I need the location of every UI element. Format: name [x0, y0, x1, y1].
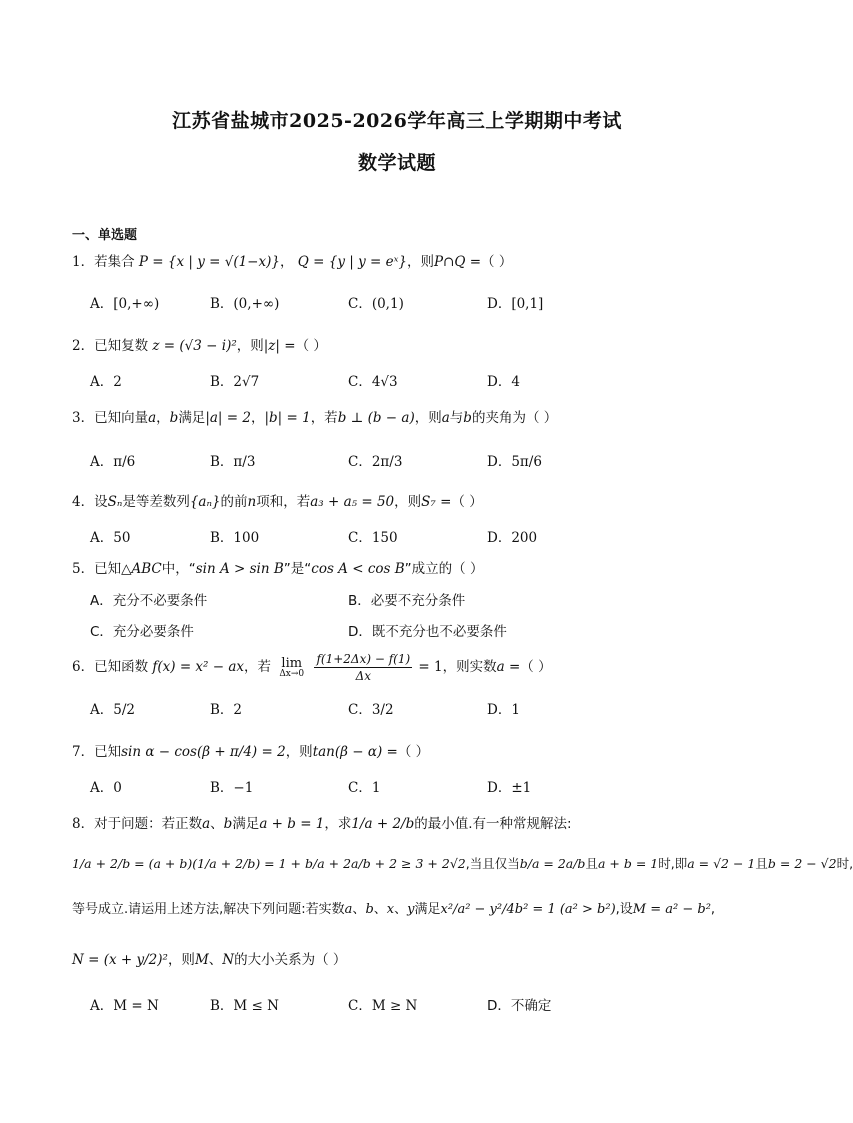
stem-text: ，则 [406, 254, 434, 270]
question-8 [72, 814, 754, 834]
option-c: C．3/2 [348, 702, 394, 718]
stem-text: , [710, 902, 716, 917]
formula: n [247, 494, 257, 510]
stem-text: 且 [755, 856, 768, 871]
formula: a = √2 − 1 [687, 856, 756, 871]
stem-text: 已知函数 [94, 659, 149, 675]
lim-text: lim [281, 655, 303, 671]
formula: N = (x + y/2)² [72, 952, 168, 968]
stem-text: 是等差数列 [122, 494, 190, 510]
stem-text: =（ ） [465, 254, 513, 270]
option-b: B．2√7 [210, 374, 260, 390]
option-a: A．50 [90, 530, 131, 546]
stem-text: =（ ） [435, 494, 483, 510]
question-7 [72, 742, 754, 762]
formula: a + b = 1 [259, 816, 325, 832]
option-a: A．[0,+∞) [90, 296, 160, 312]
option-d: D．5π/6 [487, 454, 542, 470]
option-b: B．(0,+∞) [210, 296, 280, 312]
question-2 [72, 336, 754, 356]
stem-text: ， [156, 410, 170, 426]
question-1 [72, 252, 754, 272]
formula: a [202, 816, 211, 832]
option-a: A．充分不必要条件 [90, 593, 208, 609]
option-c: C．150 [348, 530, 398, 546]
formula: N [222, 952, 235, 968]
formula: z = (√3 − i)² [152, 338, 237, 354]
question-3 [72, 408, 754, 428]
formula: cos A < cos B [311, 561, 405, 577]
option-a: A．0 [90, 780, 122, 796]
option-d: D．不确定 [487, 998, 552, 1014]
option-c: C．4√3 [348, 374, 398, 390]
formula: |a| = 2 [205, 410, 251, 426]
question-number: 4． [72, 494, 95, 510]
formula: sin α − cos(β + π/4) = 2 [121, 744, 286, 760]
stem-text: 已知复数 [94, 338, 149, 354]
stem-text: ，若 [244, 659, 272, 675]
section-heading: 一、单选题 [72, 228, 138, 243]
formula: f(x) = x² − ax [152, 659, 245, 675]
formula: Q = {y | y = eˣ} [297, 254, 407, 270]
option-b: B．M ≤ N [210, 998, 279, 1014]
option-d: D．±1 [487, 780, 532, 796]
stem-text: 时, [836, 856, 853, 871]
question-number: 7． [72, 744, 95, 760]
stem-text: 时,即 [658, 856, 688, 871]
formula: a + b = 1 [597, 856, 659, 871]
stem-text: 已知 [94, 561, 122, 577]
option-d: D．200 [487, 530, 538, 546]
formula: M = a² − b² [632, 902, 711, 917]
option-d: D．1 [487, 702, 520, 718]
formula: |b| = 1 [264, 410, 311, 426]
question-number: 5． [72, 561, 95, 577]
formula: △ABC [121, 561, 162, 577]
option-c: C．充分必要条件 [90, 624, 194, 640]
formula: Sₙ [107, 494, 123, 510]
formula: a [441, 410, 450, 426]
stem-text: 对于问题：若正数 [94, 816, 203, 832]
stem-text: 、 [352, 902, 366, 917]
formula: b [223, 816, 233, 832]
formula: y [407, 902, 415, 917]
stem-text: ，则 [236, 338, 264, 354]
stem-text: 、 [394, 902, 408, 917]
option-c: C．M ≥ N [348, 998, 418, 1014]
formula: a [496, 659, 505, 675]
formula: b [463, 410, 472, 426]
formula: P = {x | y = √(1−x)} [138, 254, 280, 270]
stem-text: ，则 [394, 494, 422, 510]
stem-text: 的前 [220, 494, 248, 510]
stem-text: =（ ） [279, 338, 327, 354]
option-c: C．2π/3 [348, 454, 403, 470]
question-8-line-3 [72, 900, 754, 920]
formula: M [194, 952, 209, 968]
limit-operator [277, 657, 306, 679]
exam-subtitle: 数学试题 [357, 152, 436, 174]
stem-text: ”是“ [283, 561, 312, 577]
stem-text: 的最小值.有一种常规解法: [414, 816, 572, 832]
stem-text: =（ ） [504, 659, 552, 675]
option-d: D．4 [487, 374, 520, 390]
formula: 1/a + 2/b = (a + b)(1/a + 2/b) = 1 + b/a + 2a/b + 2 ≥ 3 + 2√2 [72, 856, 466, 871]
formula: x²/a² − y²/4b² = 1 (a² > b²) [440, 902, 616, 917]
stem-text: 若集合 [94, 254, 135, 270]
option-a: A．5/2 [90, 702, 135, 718]
question-number: 8． [72, 816, 95, 832]
option-d: D．[0,1] [487, 296, 544, 312]
stem-text: ,设 [615, 902, 633, 917]
option-b: B．π/3 [210, 454, 256, 470]
option-a: A．π/6 [90, 454, 136, 470]
stem-text: 、 [208, 952, 223, 968]
option-a: A．2 [90, 374, 122, 390]
option-b: B．必要不充分条件 [348, 593, 466, 609]
formula: b = 2 − √2 [767, 856, 837, 871]
formula: b [169, 410, 179, 426]
option-c: C．1 [348, 780, 381, 796]
stem-text: ”成立的（ ） [404, 561, 484, 577]
stem-text: ， [250, 410, 265, 426]
stem-text: 中，“ [161, 561, 196, 577]
stem-text: 已知向量 [94, 410, 149, 426]
formula: S₇ [421, 494, 436, 510]
stem-text: 设 [94, 494, 108, 510]
formula: b [365, 902, 374, 917]
stem-text: 与 [449, 410, 464, 426]
stem-text: ，则 [414, 410, 442, 426]
question-number: 1． [72, 254, 95, 270]
question-4 [72, 492, 754, 512]
question-5 [72, 559, 754, 579]
stem-text: ，则 [285, 744, 313, 760]
formula: a [344, 902, 353, 917]
stem-text: 满足 [414, 902, 441, 917]
question-number: 3． [72, 410, 95, 426]
stem-text: ，则实数 [442, 659, 497, 675]
stem-text: 的大小关系为（ ） [234, 952, 347, 968]
option-b: B．−1 [210, 780, 254, 796]
stem-text: 的夹角为（ ） [471, 410, 558, 426]
question-8-line-4 [72, 950, 754, 970]
difference-quotient [314, 653, 412, 682]
formula: {aₙ} [189, 494, 221, 510]
question-6 [72, 652, 754, 682]
stem-text: 、 [210, 816, 224, 832]
formula: 1/a + 2/b [351, 816, 415, 832]
stem-text: ,当且仅当 [465, 856, 520, 871]
formula: tan(β − α) [312, 744, 383, 760]
numerator: f(1+2Δx) − f(1) [316, 652, 411, 666]
option-d: D．既不充分也不必要条件 [348, 624, 507, 640]
formula: x [386, 902, 395, 917]
formula: |z| [263, 338, 280, 354]
stem-text: 且 [585, 856, 598, 871]
lim-subscript: Δx→0 [279, 668, 305, 679]
option-c: C．(0,1) [348, 296, 404, 312]
stem-text: 项和，若 [256, 494, 311, 510]
exam-title: 江苏省盐城市2025-2026学年高三上学期期中考试 [172, 110, 622, 132]
stem-text: ，则 [167, 952, 195, 968]
stem-text: 已知 [94, 744, 122, 760]
question-number: 6． [72, 659, 95, 675]
stem-text: =（ ） [382, 744, 430, 760]
stem-text: 、 [373, 902, 387, 917]
option-b: B．100 [210, 530, 260, 546]
stem-text: ， [279, 254, 294, 270]
stem-text: 满足 [232, 816, 260, 832]
formula: sin A > sin B [195, 561, 284, 577]
stem-text: ，若 [310, 410, 338, 426]
option-a: A．M = N [90, 998, 159, 1014]
question-8-line-2 [72, 854, 853, 874]
formula: a₃ + a₅ = 50 [310, 494, 395, 510]
question-number: 2． [72, 338, 95, 354]
stem-text: 等号成立.请运用上述方法,解决下列问题:若实数 [72, 902, 345, 917]
formula: b ⊥ (b − a) [337, 410, 415, 426]
formula: = 1 [414, 659, 443, 675]
formula: b/a = 2a/b [519, 856, 586, 871]
option-b: B．2 [210, 702, 243, 718]
formula: P∩Q [433, 254, 466, 270]
formula: a [148, 410, 157, 426]
stem-text: 满足 [178, 410, 206, 426]
denominator: Δx [355, 669, 372, 683]
stem-text: ，求 [324, 816, 352, 832]
